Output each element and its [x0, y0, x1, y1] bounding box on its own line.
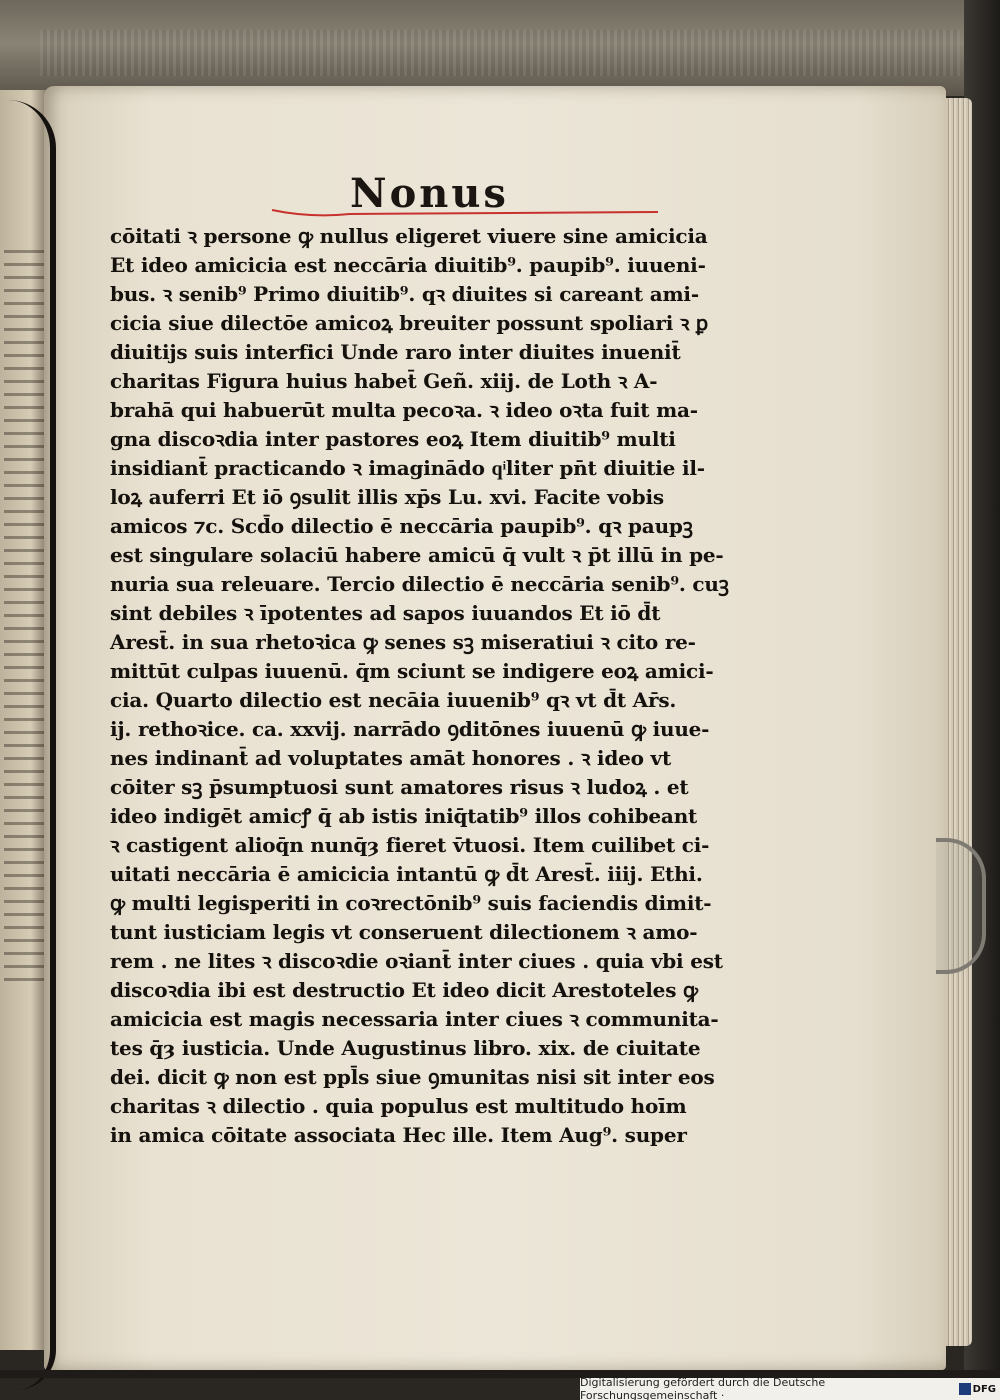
- page-clip: [936, 838, 986, 974]
- text-line: Arest̄. in sua rhetoꝛica ꝙ senes sꝫ miseratiui ꝛ cito re-: [110, 630, 696, 654]
- text-line: ij. rethoꝛice. ca. xxvij. narrādo ꝯditōnes iuuenū ꝙ iuue-: [110, 717, 710, 741]
- text-line: cōitati ꝛ persone ꝙ nullus eligeret viuere sine amicicia: [110, 224, 708, 248]
- text-line: loꝝ auferri Et iō ꝯsulit illis xp̄s Lu. xvi. Facite vobis: [110, 485, 664, 509]
- dfg-logo-text: DFG: [972, 1383, 996, 1395]
- text-line: sint debiles ꝛ īpotentes ad sapos iuuandos Et iō d̄t: [110, 601, 661, 625]
- text-line: uitati neccāria ē amicicia intantū ꝙ d̄t Arest̄. iiij. Ethi.: [110, 862, 703, 886]
- text-line: ideo indigēt amicꝭ q̄ ab istis iniq̄tatib⁹ illos cohibeant: [110, 804, 698, 828]
- text-line: est singulare solaciū habere amicū q̄ vult ꝛ p̄t illū in pe-: [110, 543, 724, 567]
- text-line: tes q̄ȝ iusticia. Unde Augustinus libro. xix. de ciuitate: [110, 1036, 701, 1060]
- text-line: mittūt culpas iuuenū. q̄m sciunt se indigere eoꝝ amici-: [110, 659, 714, 683]
- text-line: nes indinant̄ ad voluptates amāt honores . ꝛ ideo vt: [110, 746, 671, 770]
- text-line: amicicia est magis necessaria inter ciues ꝛ communita-: [110, 1007, 719, 1031]
- dfg-logo: [959, 1383, 996, 1395]
- page-heading: Nonus: [350, 170, 509, 217]
- text-line: bus. ꝛ senib⁹ Primo diuitib⁹. qꝛ diuites si careant ami-: [110, 282, 699, 306]
- text-line: nuria sua releuare. Tercio dilectio ē neccāria senib⁹. cuꝫ: [110, 572, 729, 596]
- text-line: ꝙ multi legisperiti in coꝛrectōnib⁹ suis faciendis dimit-: [110, 891, 712, 915]
- text-line: cōiter sꝫ p̄sumptuosi sunt amatores risus ꝛ ludoꝝ . et: [110, 775, 689, 799]
- left-page-text-fragment: [4, 250, 44, 990]
- text-line: dei. dicit ꝙ non est ppl̄s siue ꝯmunitas nisi sit inter eos: [110, 1065, 715, 1089]
- text-line: tunt iusticiam legis vt conseruent dilectionem ꝛ amo-: [110, 920, 698, 944]
- text-line: cia. Quarto dilectio est necāia iuuenib⁹ qꝛ vt d̄t Ar̄s.: [110, 688, 677, 712]
- text-line: brahā qui habuerūt multa pecoꝛa. ꝛ ideo oꝛta fuit ma-: [110, 398, 698, 422]
- text-line: diuitijs suis interfici Unde raro inter diuites inuenit̄: [110, 340, 681, 364]
- text-line: ꝛ castigent alioq̄n nunq̄ȝ fieret v̄tuosi. Item cuilibet ci-: [110, 833, 710, 857]
- text-line: insidiant̄ practicando ꝛ imaginādo qͥliter pn̄t diuitie il-: [110, 456, 705, 480]
- text-line: cicia siue dilectōe amicoꝝ breuiter possunt spoliari ꝛ ꝑ: [110, 311, 709, 335]
- text-line: in amica cōitate associata Hec ille. Item Aug⁹. super: [110, 1123, 687, 1147]
- text-line: gna discoꝛdia inter pastores eoꝝ Item diuitib⁹ multi: [110, 427, 676, 451]
- text-line: charitas ꝛ dilectio . quia populus est multitudo hoīm: [110, 1094, 687, 1118]
- text-line: rem . ne lites ꝛ discoꝛdie oꝛiant̄ inter ciues . quia vbi est: [110, 949, 723, 973]
- dfg-mark-icon: [959, 1383, 971, 1395]
- text-line: charitas Figura huius habet̄ Geñ. xiij. de Loth ꝛ A-: [110, 369, 658, 393]
- text-line: amicos ⁊c. Scd̄o dilectio ē neccāria paupib⁹. qꝛ paupꝫ: [110, 514, 693, 538]
- footer-text: Digitalisierung gefördert durch die Deutsche Forschungsgemeinschaft ·: [580, 1376, 826, 1400]
- book-top-edge: [0, 0, 1000, 96]
- text-line: Et ideo amicicia est neccāria diuitib⁹. paupib⁹. iuueni-: [110, 253, 706, 277]
- footer: [580, 1378, 1000, 1400]
- text-block: [110, 222, 780, 1212]
- text-line: discoꝛdia ibi est destructio Et ideo dicit Arestoteles ꝙ: [110, 978, 698, 1002]
